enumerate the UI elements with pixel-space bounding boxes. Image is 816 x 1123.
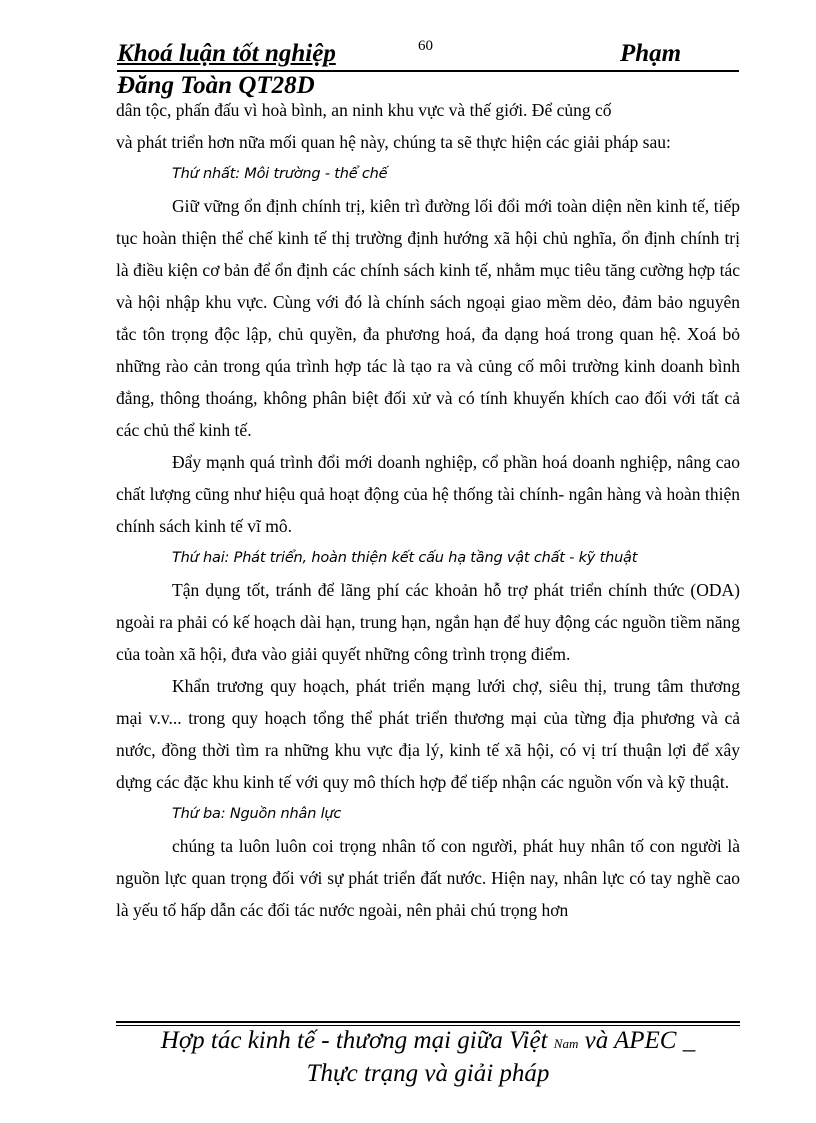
section-heading-third: Thứ ba: Nguồn nhân lực	[172, 806, 342, 822]
paragraph-enterprise-reform: Đẩy mạnh quá trình đổi mới doanh nghiệp, cổ phần hoá doanh nghiệp, nâng cao chất lượng cũng như hiệu quả hoạt động của hệ thống tài chính- ngân hàng và hoàn thiện chính sách kinh tế vĩ mô.	[116, 452, 740, 536]
paragraph-continuation-line2: và phát triển hơn nữa mối quan hệ này, chúng ta sẽ thực hiện các giải pháp sau:	[116, 132, 671, 152]
footer-title-part2: và APEC _	[578, 1027, 696, 1054]
footer-title-small: Nam	[553, 1036, 579, 1051]
thesis-title: Khoá luận tốt nghiệp	[117, 40, 336, 67]
paragraph-oda: Tận dụng tốt, tránh để lãng phí các khoản hỗ trợ phát triển chính thức (ODA) ngoài ra phải có kế hoạch dài hạn, trung hạn, ngắn hạn để huy động các nguồn tiềm năng của toàn xã hội, đưa vào giải quyết những công trình trọng điểm.	[116, 580, 740, 664]
page-header	[117, 40, 739, 72]
paragraph-continuation-line1: dân tộc, phấn đấu vì hoà bình, an ninh khu vực và thế giới. Để củng cố	[116, 100, 612, 120]
author-name-rest: Đăng Toàn QT28D	[117, 72, 315, 99]
footer-rule-thick	[116, 1021, 740, 1023]
page-number: 60	[418, 38, 433, 54]
paragraph-stability: Giữ vững ổn định chính trị, kiên trì đường lối đổi mới toàn diện nền kinh tế, tiếp tục hoàn thiện thể chế kinh tế thị trường định hướng xã hội chủ nghĩa, ổn định chính trị là điều kiện cơ bản để ổn định các chính sách kinh tế, nhằm mục tiêu tăng cường hợp tác và hội nhập khu vực. Cùng với đó là chính sách ngoại giao mềm dẻo, đảm bảo nguyên tắc tôn trọng độc lập, chủ quyền, đa phương hoá, đa dạng hoá trong quan hệ. Xoá bỏ những rào cản trong qúa trình hợp tác là tạo ra và củng cố môi trường kinh doanh bình đẳng, thông thoáng, không phân biệt đối xử và có tính khuyến khích cao đối với tất cả các chủ thể kinh tế.	[116, 196, 740, 440]
paragraph-markets-planning: Khẩn trương quy hoạch, phát triển mạng lưới chợ, siêu thị, trung tâm thương mại v.v... trong quy hoạch tổng thể phát triển thương mại của từng địa phương và cả nước, đồng thời tìm ra những khu vực địa lý, kinh tế xã hội, có vị trí thuận lợi để xây dựng các đặc khu kinh tế với quy mô thích hợp để tiếp nhận các nguồn vốn và kỹ thuật.	[116, 676, 740, 792]
body-text	[116, 94, 740, 926]
footer-title-part1: Hợp tác kinh tế - thương mại giữa Việt	[160, 1027, 554, 1054]
section-heading-first: Thứ nhất: Môi trường - thể chế	[172, 166, 388, 182]
author-name-first: Phạm	[620, 40, 682, 67]
section-heading-second: Thứ hai: Phát triển, hoàn thiện kết cấu hạ tầng vật chất - kỹ thuật	[172, 550, 638, 566]
footer-title-line2: Thực trạng và giải pháp	[306, 1060, 550, 1087]
paragraph-continuation	[116, 94, 740, 158]
paragraph-human-resources: chúng ta luôn luôn coi trọng nhân tố con người, phát huy nhân tố con người là nguồn lực quan trọng đối với sự phát triển đất nước. Hiện nay, nhân lực có tay nghề cao là yếu tố hấp dẫn các đối tác nước ngoài, nên phải chú trọng hơn	[116, 836, 740, 920]
page-footer	[116, 1026, 740, 1089]
